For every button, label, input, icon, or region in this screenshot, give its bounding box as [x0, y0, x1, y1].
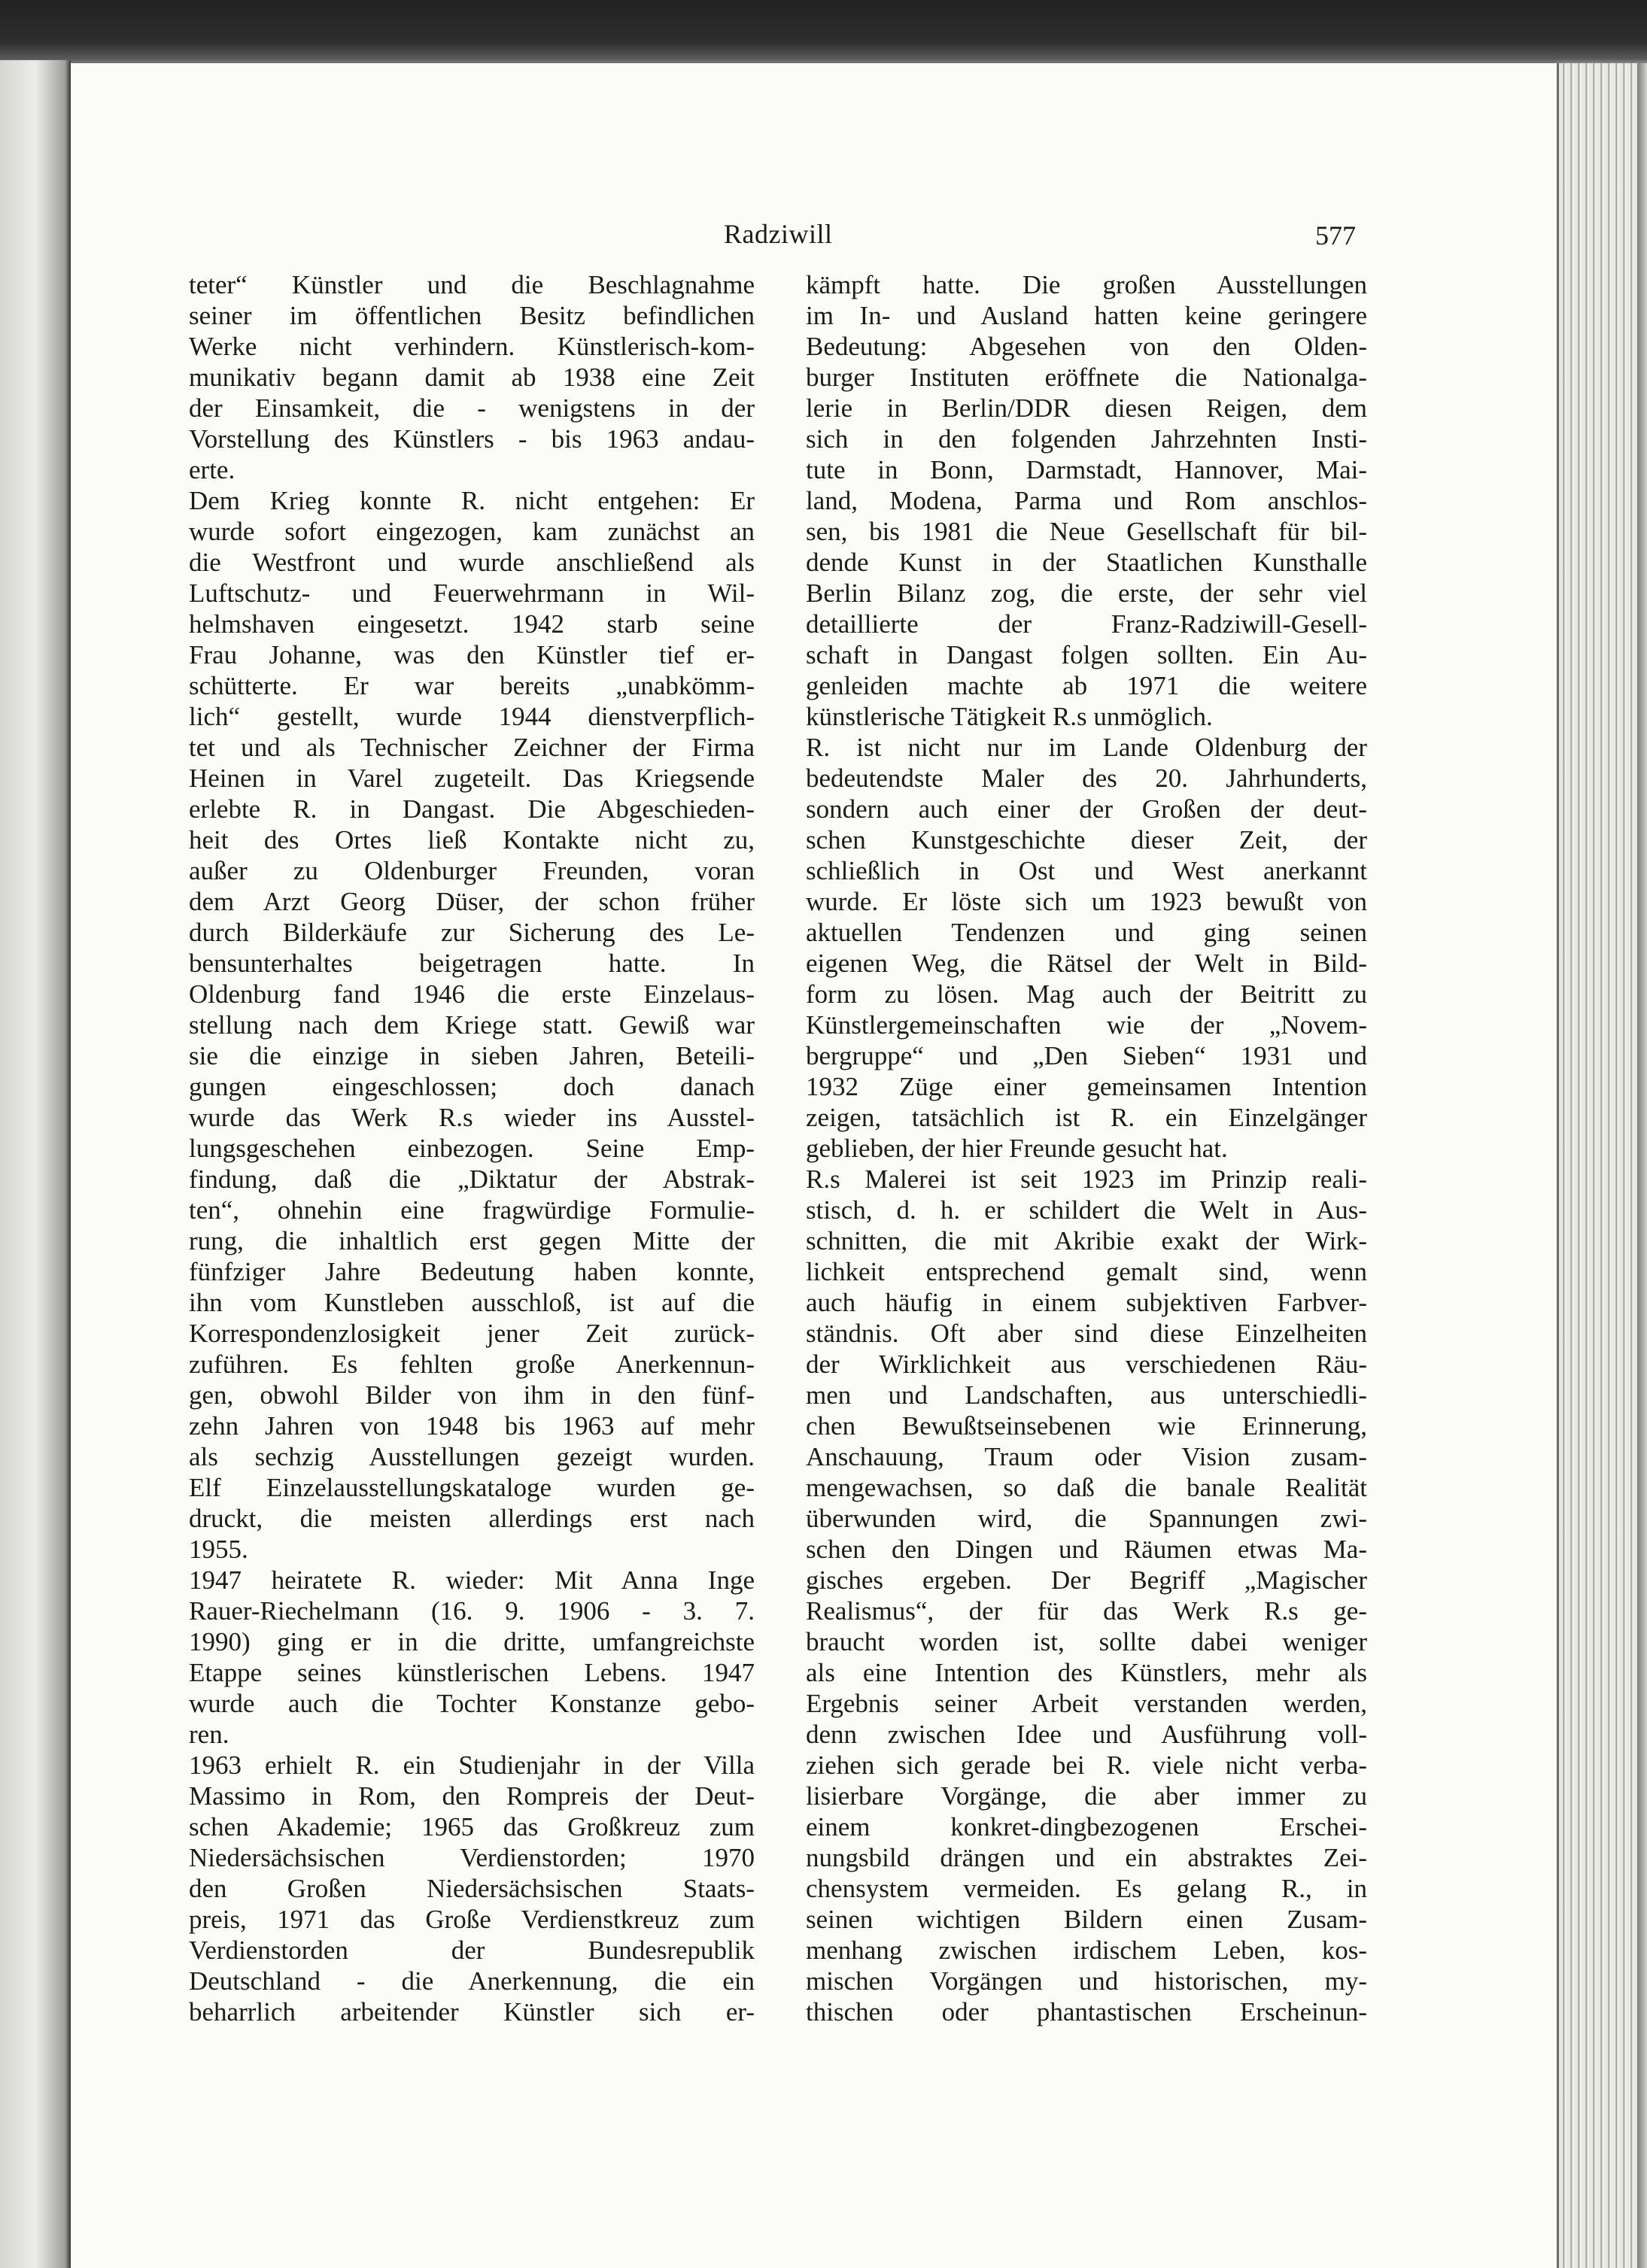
- page-number: 577: [1315, 220, 1356, 250]
- text-line: 1963 erhielt R. ein Studienjahr in der Villa: [189, 1750, 755, 1780]
- text-line: mengewachsen, so daß die banale Realität: [806, 1473, 1367, 1502]
- text-line: überwunden wird, die Spannungen zwi-: [806, 1504, 1367, 1533]
- text-line: thischen oder phantastischen Erscheinun-: [806, 1997, 1367, 2027]
- text-line: helmshaven eingesetzt. 1942 starb seine: [189, 609, 755, 639]
- text-line: ständnis. Oft aber sind diese Einzelheiten: [806, 1319, 1367, 1348]
- text-line: 1955.: [189, 1535, 248, 1564]
- text-line: eigenen Weg, die Rätsel der Welt in Bild-: [806, 949, 1367, 978]
- text-line: chensystem vermeiden. Es gelang R., in: [806, 1874, 1367, 1903]
- text-line: wurde das Werk R.s wieder ins Ausstel-: [189, 1103, 755, 1132]
- running-head-title: Radziwill: [724, 219, 833, 249]
- text-line: menhang zwischen irdischem Leben, kos-: [806, 1936, 1367, 1965]
- text-line: Deutschland - die Anerkennung, die ein: [189, 1966, 755, 1996]
- text-line: fünfziger Jahre Bedeutung haben konnte,: [189, 1257, 755, 1286]
- text-line: Massimo in Rom, den Rompreis der Deut-: [189, 1781, 755, 1811]
- text-line: schütterte. Er war bereits „unabkömm-: [189, 671, 755, 700]
- text-line: lich“ gestellt, wurde 1944 dienstverpflich-: [189, 702, 755, 731]
- text-line: Niedersächsischen Verdienstorden; 1970: [189, 1843, 755, 1872]
- text-line: gen, obwohl Bilder von ihm in den fünf-: [189, 1380, 755, 1410]
- text-line: 1947 heiratete R. wieder: Mit Anna Inge: [189, 1565, 755, 1595]
- text-line: Rauer-Riechelmann (16. 9. 1906 - 3. 7.: [189, 1596, 755, 1626]
- text-line: als sechzig Ausstellungen gezeigt wurden.: [189, 1442, 755, 1471]
- text-line: Ergebnis seiner Arbeit verstanden werden,: [806, 1689, 1367, 1718]
- text-line: wurde. Er löste sich um 1923 bewußt von: [806, 887, 1367, 916]
- text-line: Werke nicht verhindern. Künstlerisch-kom-: [189, 332, 755, 361]
- text-line: gisches ergeben. Der Begriff „Magischer: [806, 1565, 1367, 1595]
- text-line: Elf Einzelausstellungskataloge wurden ge-: [189, 1473, 755, 1502]
- text-line: findung, daß die „Diktatur der Abstrak-: [189, 1164, 755, 1194]
- text-line: Oldenburg fand 1946 die erste Einzelaus-: [189, 979, 755, 1009]
- book-gutter-left: [0, 60, 71, 2268]
- text-line: durch Bilderkäufe zur Sicherung des Le-: [189, 918, 755, 947]
- text-line: heit des Ortes ließ Kontakte nicht zu,: [189, 825, 755, 855]
- text-column-left: [189, 269, 755, 2027]
- text-line: gungen eingeschlossen; doch danach: [189, 1072, 755, 1101]
- text-line: sen, bis 1981 die Neue Gesellschaft für bil-: [806, 517, 1367, 546]
- text-line: zuführen. Es fehlten große Anerkennun-: [189, 1350, 755, 1379]
- text-line: sondern auch einer der Großen der deut-: [806, 794, 1367, 824]
- text-line: dende Kunst in der Staatlichen Kunsthalle: [806, 548, 1367, 577]
- text-line: bedeutendste Maler des 20. Jahrhunderts,: [806, 764, 1367, 793]
- text-line: R. ist nicht nur im Lande Oldenburg der: [806, 733, 1367, 762]
- text-line: ren.: [189, 1720, 229, 1749]
- text-line: erte.: [189, 455, 236, 484]
- text-line: detaillierte der Franz-Radziwill-Gesell-: [806, 609, 1367, 639]
- text-line: Luftschutz- und Feuerwehrmann in Wil-: [189, 578, 755, 608]
- text-line: men und Landschaften, aus unterschiedli-: [806, 1380, 1367, 1410]
- text-line: der Einsamkeit, die - wenigstens in der: [189, 393, 755, 423]
- text-line: land, Modena, Parma und Rom anschlos-: [806, 486, 1367, 515]
- text-line: seiner im öffentlichen Besitz befindlichen: [189, 301, 755, 330]
- text-line: zehn Jahren von 1948 bis 1963 auf mehr: [189, 1411, 755, 1441]
- text-line: munikativ begann damit ab 1938 eine Zeit: [189, 363, 755, 392]
- text-line: chen Bewußtseinsebenen wie Erinnerung,: [806, 1411, 1367, 1441]
- text-line: Frau Johanne, was den Künstler tief er-: [189, 640, 755, 669]
- text-line: geblieben, der hier Freunde gesucht hat.: [806, 1134, 1228, 1163]
- text-line: Anschauung, Traum oder Vision zusam-: [806, 1442, 1367, 1471]
- text-line: lerie in Berlin/DDR diesen Reigen, dem: [806, 393, 1367, 423]
- text-line: schaft in Dangast folgen sollten. Ein Au-: [806, 640, 1367, 669]
- text-line: außer zu Oldenburger Freunden, voran: [189, 856, 755, 885]
- text-line: aktuellen Tendenzen und ging seinen: [806, 918, 1367, 947]
- text-line: wurde auch die Tochter Konstanze gebo-: [189, 1689, 755, 1718]
- text-line: rung, die inhaltlich erst gegen Mitte der: [189, 1226, 755, 1255]
- text-line: Künstlergemeinschaften wie der „Novem-: [806, 1010, 1367, 1040]
- text-line: genleiden machte ab 1971 die weitere: [806, 671, 1367, 700]
- text-line: teter“ Künstler und die Beschlagnahme: [189, 270, 755, 299]
- text-line: stellung nach dem Kriege statt. Gewiß war: [189, 1010, 755, 1040]
- text-line: Verdienstorden der Bundesrepublik: [189, 1936, 755, 1965]
- text-line: die Westfront und wurde anschließend als: [189, 548, 755, 577]
- text-line: seinen wichtigen Bildern einen Zusam-: [806, 1905, 1367, 1934]
- text-line: Etappe seines künstlerischen Lebens. 1947: [189, 1658, 755, 1687]
- text-line: kämpft hatte. Die großen Ausstellungen: [806, 270, 1367, 299]
- text-line: erlebte R. in Dangast. Die Abgeschieden-: [189, 794, 755, 824]
- text-line: tet und als Technischer Zeichner der Firma: [189, 733, 755, 762]
- text-line: schen Akademie; 1965 das Großkreuz zum: [189, 1812, 755, 1841]
- text-line: 1990) ging er in die dritte, umfangreichste: [189, 1627, 755, 1656]
- text-line: lungsgeschehen einbezogen. Seine Emp-: [189, 1134, 755, 1163]
- text-line: R.s Malerei ist seit 1923 im Prinzip reali-: [806, 1164, 1367, 1194]
- text-line: ten“, ohnehin eine fragwürdige Formulie-: [189, 1195, 755, 1225]
- text-line: Dem Krieg konnte R. nicht entgehen: Er: [189, 486, 755, 515]
- text-line: denn zwischen Idee und Ausführung voll-: [806, 1720, 1367, 1749]
- text-line: sie die einzige in sieben Jahren, Beteili-: [189, 1041, 755, 1070]
- text-line: bensunterhaltes beigetragen hatte. In: [189, 949, 755, 978]
- text-line: Bedeutung: Abgesehen von den Olden-: [806, 332, 1367, 361]
- text-line: tute in Bonn, Darmstadt, Hannover, Mai-: [806, 455, 1367, 484]
- text-line: zeigen, tatsächlich ist R. ein Einzelgänger: [806, 1103, 1367, 1132]
- text-line: 1932 Züge einer gemeinsamen Intention: [806, 1072, 1367, 1101]
- text-line: bergruppe“ und „Den Sieben“ 1931 und: [806, 1041, 1367, 1070]
- text-line: druckt, die meisten allerdings erst nach: [189, 1504, 755, 1533]
- text-line: beharrlich arbeitender Künstler sich er-: [189, 1997, 755, 2027]
- text-line: Korrespondenzlosigkeit jener Zeit zurück-: [189, 1319, 755, 1348]
- text-line: braucht worden ist, sollte dabei weniger: [806, 1627, 1367, 1656]
- text-line: auch häufig in einem subjektiven Farbver-: [806, 1288, 1367, 1317]
- page-edges-right: [1557, 63, 1647, 2268]
- text-line: lisierbare Vorgänge, die aber immer zu: [806, 1781, 1367, 1811]
- text-line: ihn vom Kunstleben ausschloß, ist auf die: [189, 1288, 755, 1317]
- text-line: stisch, d. h. er schildert die Welt in Aus-: [806, 1195, 1367, 1225]
- text-line: form zu lösen. Mag auch der Beitritt zu: [806, 979, 1367, 1009]
- text-line: schließlich in Ost und West anerkannt: [806, 856, 1367, 885]
- text-line: schen den Dingen und Räumen etwas Ma-: [806, 1535, 1367, 1564]
- text-line: schen Kunstgeschichte dieser Zeit, der: [806, 825, 1367, 855]
- text-column-right: [806, 269, 1367, 2027]
- text-line: dem Arzt Georg Düser, der schon früher: [189, 887, 755, 916]
- text-line: künstlerische Tätigkeit R.s unmöglich.: [806, 702, 1213, 731]
- text-line: im In- und Ausland hatten keine geringere: [806, 301, 1367, 330]
- text-line: Heinen in Varel zugeteilt. Das Kriegsende: [189, 764, 755, 793]
- text-line: Vorstellung des Künstlers - bis 1963 andau-: [189, 424, 755, 454]
- scanner-background-top: [0, 0, 1647, 69]
- text-line: wurde sofort eingezogen, kam zunächst an: [189, 517, 755, 546]
- text-line: mischen Vorgängen und historischen, my-: [806, 1966, 1367, 1996]
- text-line: als eine Intention des Künstlers, mehr als: [806, 1658, 1367, 1687]
- text-line: einem konkret-dingbezogenen Erschei-: [806, 1812, 1367, 1841]
- text-line: sich in den folgenden Jahrzehnten Insti-: [806, 424, 1367, 454]
- text-line: schnitten, die mit Akribie exakt der Wirk-: [806, 1226, 1367, 1255]
- text-line: der Wirklichkeit aus verschiedenen Räu-: [806, 1350, 1367, 1379]
- text-line: Realismus“, der für das Werk R.s ge-: [806, 1596, 1367, 1626]
- text-line: burger Instituten eröffnete die Nationalga-: [806, 363, 1367, 392]
- text-line: den Großen Niedersächsischen Staats-: [189, 1874, 755, 1903]
- text-line: ziehen sich gerade bei R. viele nicht verba-: [806, 1750, 1367, 1780]
- text-line: nungsbild drängen und ein abstraktes Zei-: [806, 1843, 1367, 1872]
- text-line: lichkeit entsprechend gemalt sind, wenn: [806, 1257, 1367, 1286]
- text-line: preis, 1971 das Große Verdienstkreuz zum: [189, 1905, 755, 1934]
- text-line: Berlin Bilanz zog, die erste, der sehr viel: [806, 578, 1367, 608]
